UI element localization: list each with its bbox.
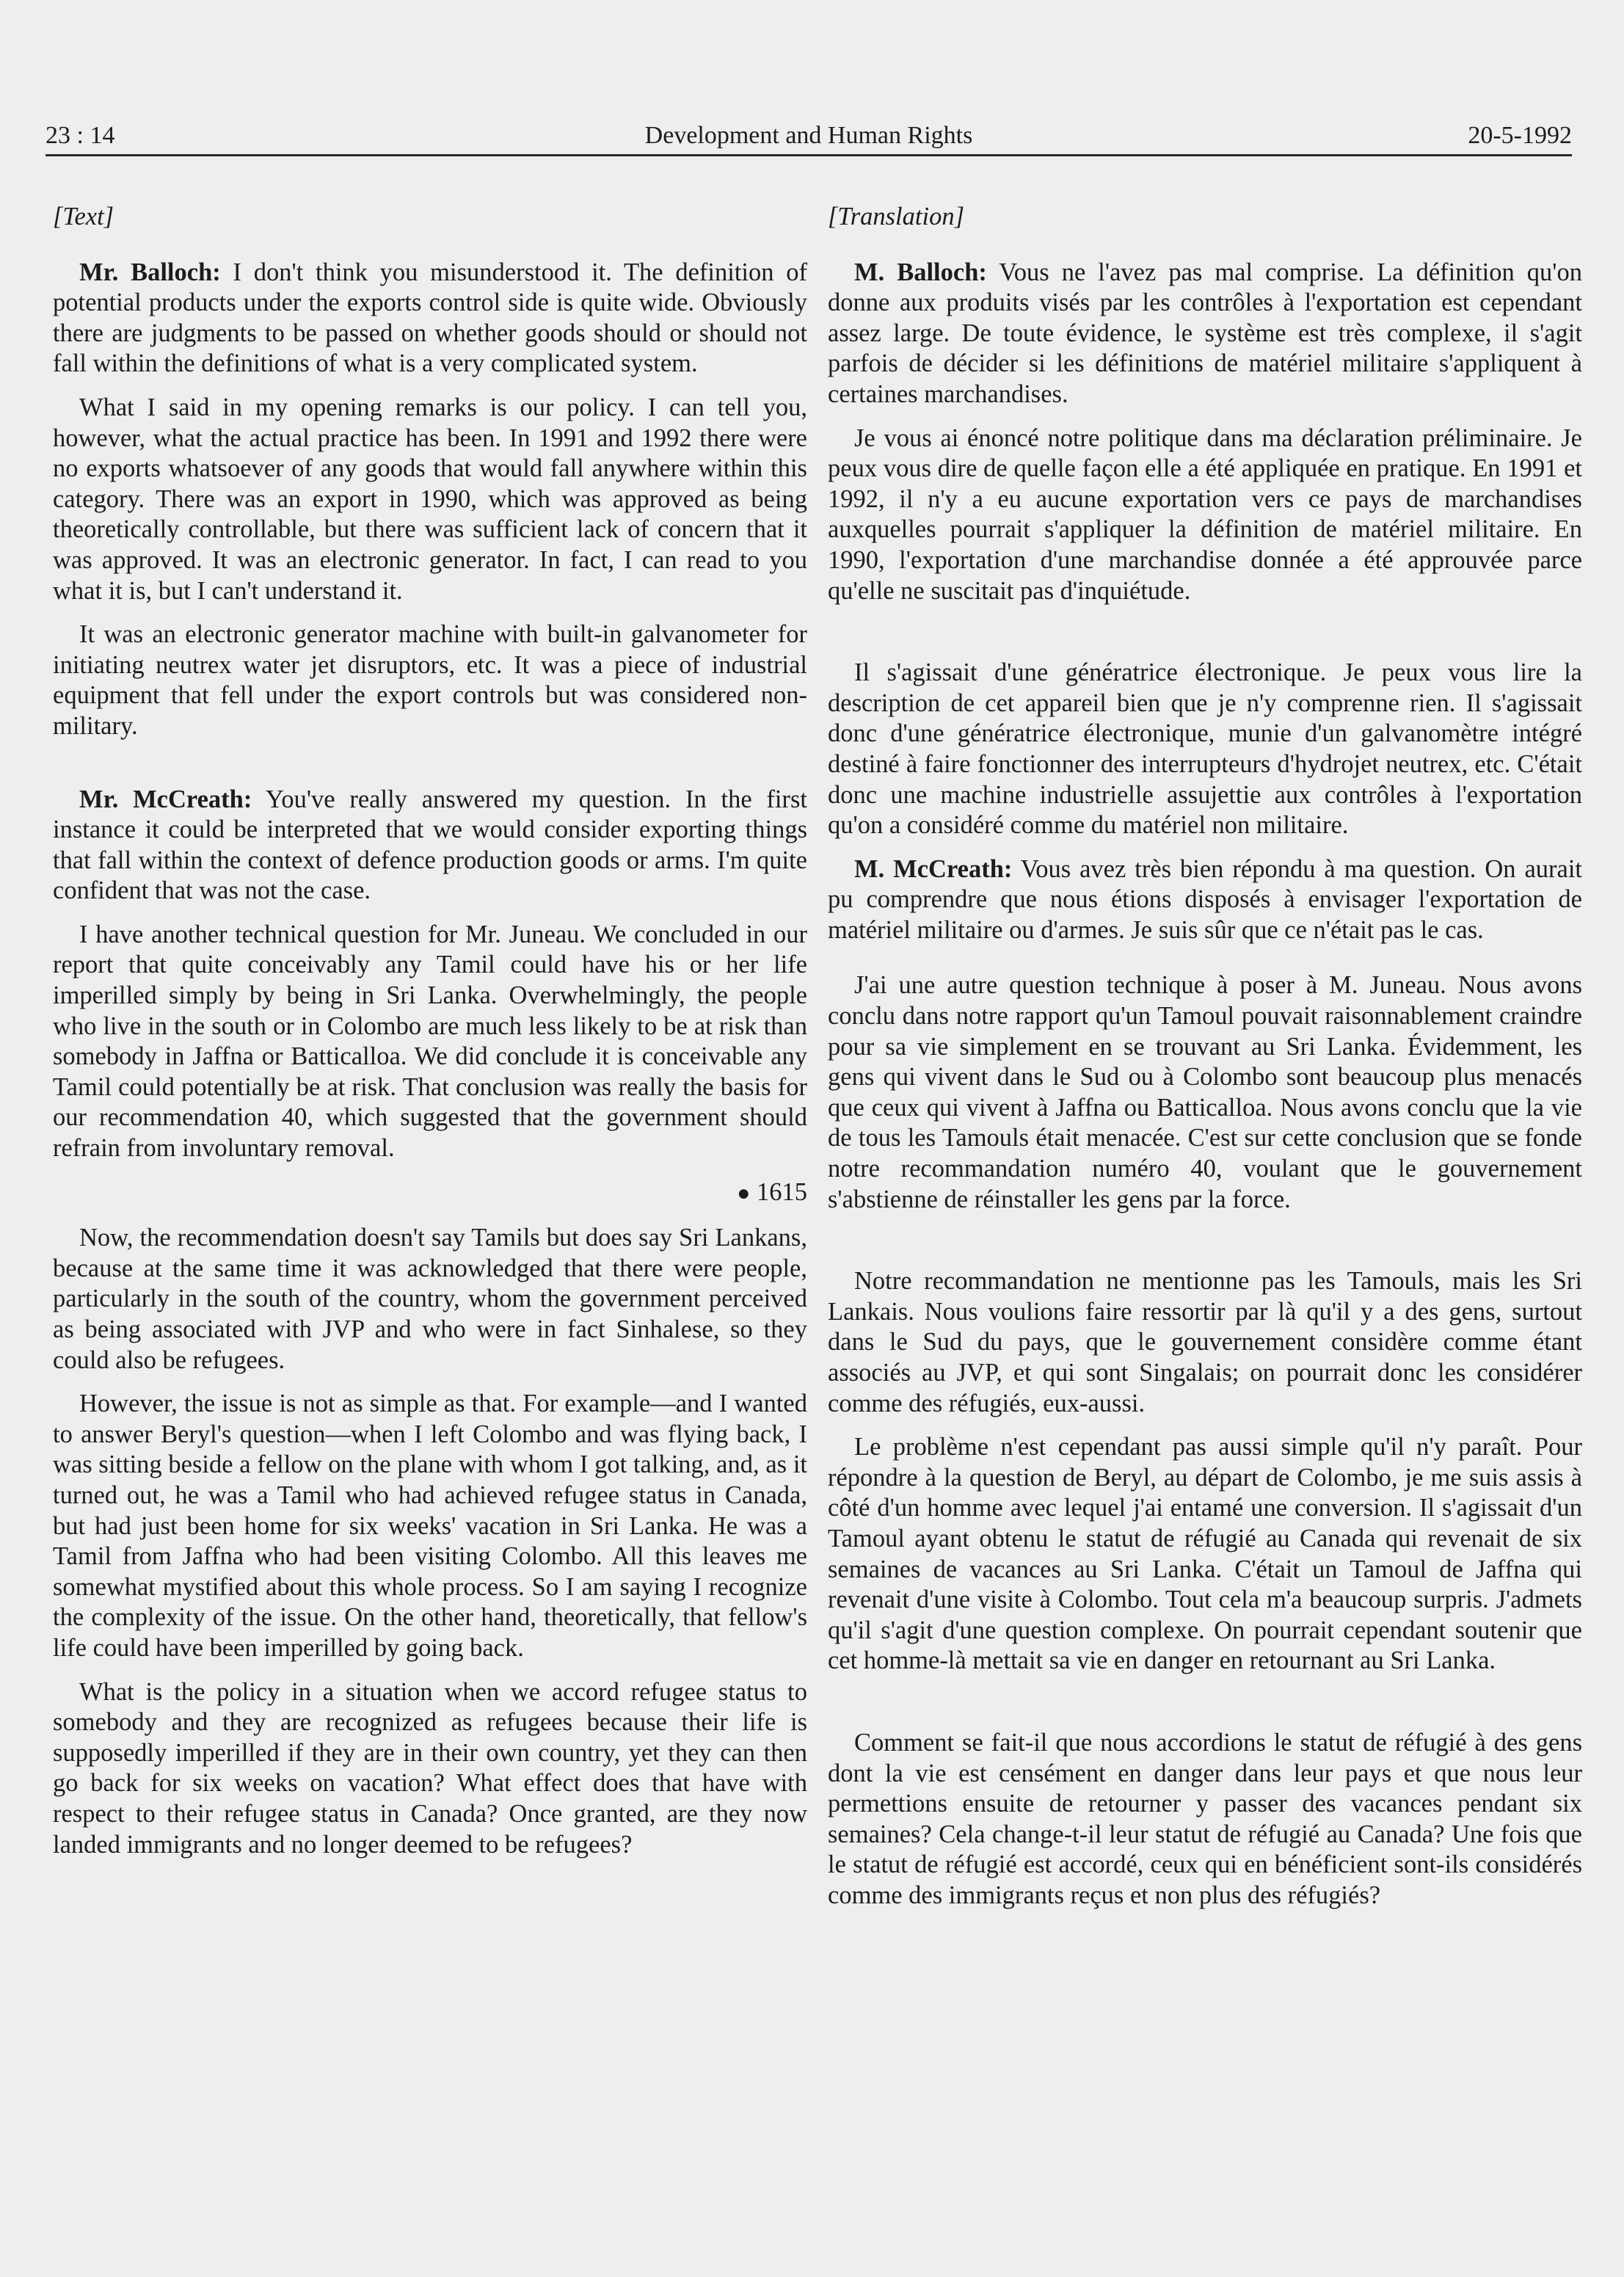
- header-date: 20-5-1992: [1468, 122, 1572, 149]
- paragraph: [828, 258, 1582, 410]
- paragraph: I have another technical question for Mr. Juneau. We concluded in our report that quite conceivably any Tamil could have his or her life imperilled simply by being in Sri Lanka. Overwhelmingly, the people who live in the south or in Colombo are much less likely to be at risk than somebody in Jaffna or Batticalloa. We did conclude it is conceivable any Tamil could potentially be at risk. That conclusion was really the basis for our recommendation 40, which suggested that the government should refrain from involuntary removal.: [53, 920, 807, 1163]
- paragraph-text: You've really answered my question. In the first instance it could be interpreted that we would consider exporting things that fall within the context of defence production goods or arms. I'm quite confident that was not the case.: [53, 785, 808, 905]
- paragraph: What I said in my opening remarks is our policy. I can tell you, however, what the actual practice has been. In 1991 and 1992 there were no exports whatsoever of any goods that would fall anywhere within this category. There was an export in 1990, which was approved as being theoretically controllable, but there was sufficient lack of concern that it was approved. It was an electronic generator. In fact, I can read to you what it is, but I can't understand it.: [53, 393, 807, 605]
- paragraph: However, the issue is not as simple as that. For example—and I wanted to answer Beryl's question—when I left Colombo and was flying back, I was sitting beside a fellow on the plane with whom I got talking, and, as it turned out, he was a Tamil who had achieved refugee status in Canada, but had just been home for six weeks' vacation in Sri Lanka. He was a Tamil from Jaffna who had been visiting Colombo. All this leaves me somewhat mystified about this whole process. So I am saying I recognize the complexity of the issue. On the other hand, theoretically, that fellow's life could have been imperilled by going back.: [53, 1390, 807, 1662]
- paragraph-text: Vous avez très bien répondu à ma question. On aurait pu comprendre que nous étions disposés à envisager l'exportation de matériel militaire ou d'armes. Je suis sûr que ce n'était pas le cas.: [828, 854, 1582, 944]
- paragraph: Comment se fait-il que nous accordions le statut de réfugié à des gens dont la vie est censément en danger dans leur pays et que nous leur permettions ensuite de retourner y passer des vacances pendant six semaines? Cela change-t-il leur statut de réfugié au Canada? Une fois que le statut de réfugié est accordé, ceux qui en bénéficient sont-ils considérés comme des immigrants reçus et non plus des réfugiés?: [828, 1728, 1582, 1909]
- paragraph: What is the policy in a situation when we accord refugee status to somebody and they are recognized as refugees because their life is supposedly imperilled if they are in their own country, yet they can then go back for six weeks on vacation? What effect does that have with respect to their refugee status in Canada? Once granted, are they now landed immigrants and no longer deemed to be refugees?: [53, 1677, 807, 1859]
- running-title: Development and Human Rights: [644, 122, 973, 149]
- speaker-name: M. McCreath:: [854, 854, 1013, 883]
- bullet-icon: ●: [737, 1180, 751, 1205]
- paragraph: [53, 258, 807, 380]
- french-column: [828, 202, 1582, 1911]
- time-marker: [53, 1177, 807, 1209]
- page-header: [45, 110, 1572, 156]
- paragraph: It was an electronic generator machine with built-in galvanometer for initiating neutrex water jet disruptors, etc. It was a piece of industrial equipment that fell under the export controls but was considered non-military.: [53, 620, 807, 740]
- paragraph: Il s'agissait d'une génératrice électronique. Je peux vous lire la description de cet appareil bien que je n'y comprenne rien. Il s'agissait donc d'une génératrice électronique, munie d'un galvanomètre intégré destiné à faire fonctionner des interrupteurs d'hydrojet neutrex, etc. C'était donc une machine industrielle assujettie aux contrôles à l'exportation qu'on a considéré comme du matériel non militaire.: [828, 658, 1582, 840]
- paragraph: [828, 854, 1582, 946]
- speaker-name: Mr. Balloch:: [79, 258, 221, 286]
- speaker-name: Mr. McCreath:: [79, 785, 252, 813]
- paragraph: Notre recommandation ne mentionne pas les Tamouls, mais les Sri Lankais. Nous voulions faire ressortir par là qu'il y a des gens, surtout dans le Sud du pays, que le gouvernement considère comme étant associés au JVP, et qui sont Singalais; on pourrait donc les considérer comme des réfugiés, eux-aussi.: [828, 1267, 1582, 1417]
- paragraph-text: Vous ne l'avez pas mal comprise. La définition qu'on donne aux produits visés par les contrôles à l'exportation est cependant assez large. De toute évidence, le système est très complexe, il s'agit parfois de décider si les définitions de matériel militaire s'appliquent à certaines marchandises.: [828, 258, 1582, 408]
- paragraph: J'ai une autre question technique à poser à M. Juneau. Nous avons conclu dans notre rapport qu'un Tamoul pouvait raisonnablement craindre pour sa vie simplement en se trouvant au Sri Lanka. Évidemment, les gens qui vivent dans le Sud ou à Colombo sont beaucoup plus menacés que ceux qui vivent à Jaffna ou Batticalloa. Nous avons conclu que la vie de tous les Tamouls était menacée. C'est sur cette conclusion que se fonde notre recommandation numéro 40, voulant que le gouvernement s'abstienne de réinstaller les gens par la force.: [828, 971, 1582, 1213]
- paragraph: [53, 785, 807, 907]
- paragraph-text: I don't think you misunderstood it. The definition of potential products under the exports control side is quite wide. Obviously there are judgments to be passed on whether goods should or should not fall within the definitions of what is a very complicated system.: [53, 258, 807, 378]
- column-label-text: [Text]: [53, 203, 114, 230]
- paragraph: Je vous ai énoncé notre politique dans ma déclaration préliminaire. Je peux vous dire de quelle façon elle a été appliquée en pratique. En 1991 et 1992, il n'y a eu aucune exportation vers ce pays de marchandises auxquelles pourrait s'appliquer la définition de matériel militaire. En 1990, l'exportation d'une marchandise donnée a été approuvée parce qu'elle ne suscitait pas d'inquiétude.: [828, 424, 1582, 605]
- paragraph: Now, the recommendation doesn't say Tamils but does say Sri Lankans, because at the same time it was acknowledged that there were people, particularly in the south of the country, whom the government perceived as being associated with JVP and who were in fact Sinhalese, so they could also be refugees.: [53, 1224, 807, 1374]
- paragraph: Le problème n'est cependant pas aussi simple qu'il n'y paraît. Pour répondre à la question de Beryl, au départ de Colombo, je me suis assis à côté d'un homme avec lequel j'ai entamé une conversion. Il s'agissait d'un Tamoul ayant obtenu le statut de réfugié au Canada qui revenait de six semaines de vacances au Sri Lanka. C'était un Tamoul de Jaffna qui revenait d'une visite à Colombo. Tout cela m'a beaucoup surpris. J'admets qu'il s'agit d'une question complexe. On pourrait cependant soutenir que cet homme-là mettait sa vie en danger en retournant au Sri Lanka.: [828, 1433, 1582, 1675]
- speaker-name: M. Balloch:: [854, 258, 987, 286]
- page-reference: 23 : 14: [45, 122, 115, 149]
- column-label-translation: [Translation]: [828, 203, 964, 230]
- time-marker-value: 1615: [757, 1177, 807, 1206]
- english-column: [53, 202, 807, 1860]
